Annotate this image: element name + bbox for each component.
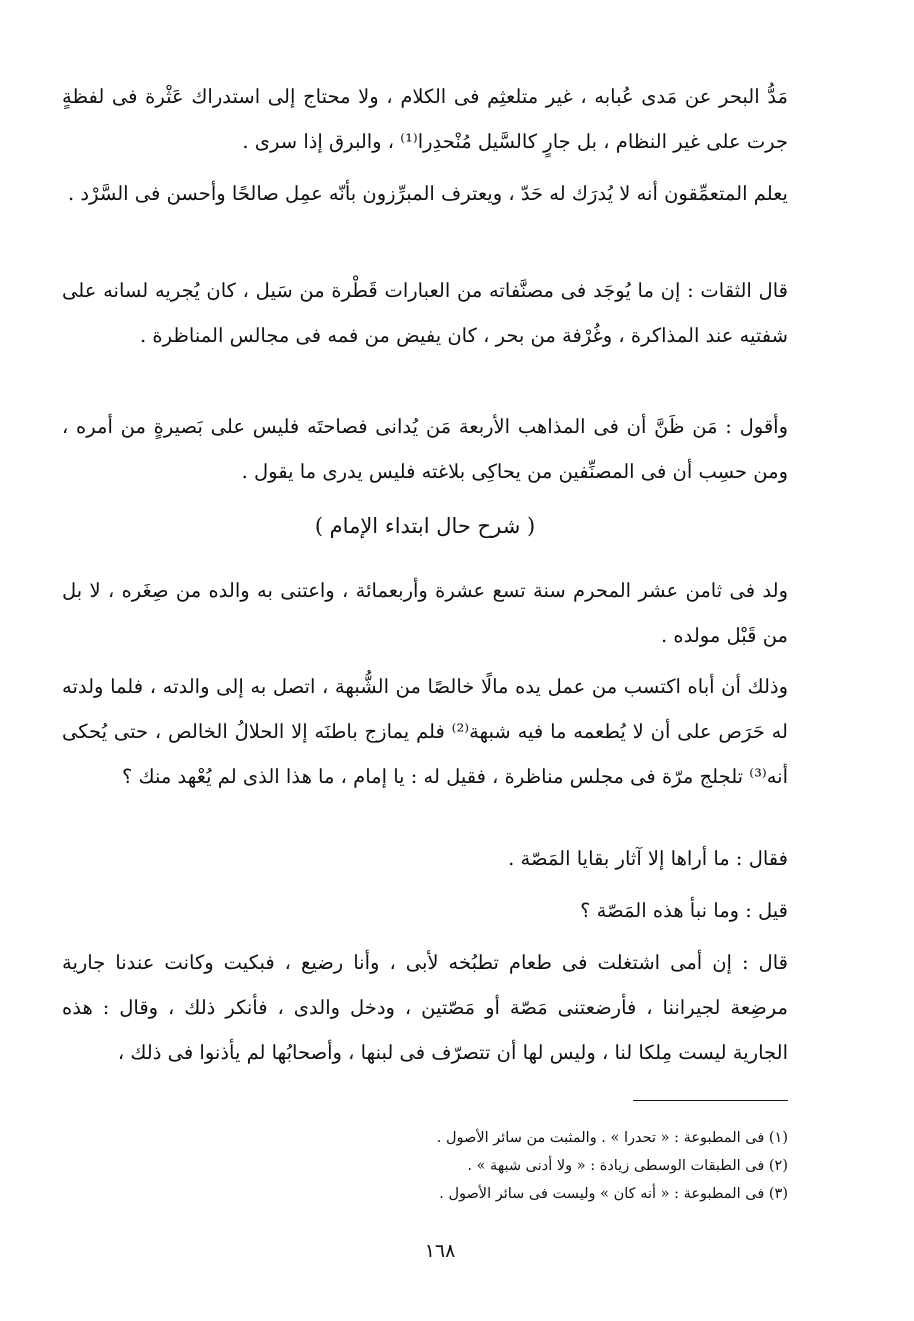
body-paragraph [62,268,788,358]
footnote: (٣) فى المطبوعة : « أنه كان » وليست فى سائر الأصول . [439,1186,788,1202]
paragraph-text: يعلم المتعمِّقون أنه لا يُدرَك له حَدّ ، ويعترف المبرِّزون بأنّه عمِل صالحًا وأحسن فى السَّرْد . [68,182,788,205]
body-paragraph [62,664,788,799]
paragraph-text: فقال : ما أراها إلا آثار بقايا المَصّة . [508,847,788,870]
footnote-divider [633,1100,788,1101]
paragraph-text: وذلك أن أباه اكتسب من عمل يده مالًا خالصًا من الشُّبهة ، اتصل به إلى والدته ، فلما ولدته له حَرَص على أن لا يُطعمه ما فيه شبهة⁽²⁾ فلم يمازج باطنَه إلا الحلالُ الخالص ، حتى يُحكى أنه⁽³⁾ تلجلج مرّة فى مجلس مناظرة ، فقيل له : يا إمام ، ما هذا الذى لم يُعْهد منك ؟ [62,675,788,788]
section-heading: ( شرح حال ابتداء الإمام ) [314,514,536,538]
body-paragraph [62,171,788,216]
footnote: (٢) فى الطبقات الوسطى زيادة : « ولا أدنى شبهة » . [467,1158,788,1174]
footnote: (١) فى المطبوعة : « تحدرا » . والمثبت من سائر الأصول . [436,1130,788,1146]
body-paragraph [62,404,788,494]
paragraph-text: وأقول : مَن ظَنَّ أن فى المذاهب الأربعة مَن يُدانى فصاحتَه فليس على بَصيرةٍ من أمره ، ومن حسِب أن فى المصنِّفين من يحاكِى بلاغته فليس يدرى ما يقول . [62,415,788,483]
paragraph-text: قال : إن أمى اشتغلت فى طعام تطبُخه لأبى ، وأنا رضيع ، فبكيت وكانت عندنا جارية مرضِعة لجيراننا ، فأرضعتنى مَصّة أو مَصّتين ، ودخل والدى ، فأنكر ذلك ، وقال : هذه الجارية ليست مِلكا لنا ، وليس لها أن تتصرّف فى لبنها ، وأصحابُها لم يأذنوا فى ذلك ، [62,951,788,1064]
footnotes [62,1124,788,1208]
paragraph-text: قال الثقات : إن ما يُوجَد فى مصنَّفاته من العبارات قَطْرة من سَيل ، كان يُجريه لسانه على شفتيه عند المذاكرة ، وغُرْفة من بحر ، كان يفيض من فمه فى مجالس المناظرة . [62,279,788,347]
page-number: ١٦٨ [424,1240,456,1262]
body-paragraph [62,940,788,1075]
body-paragraph [62,568,788,658]
paragraph-text: ولد فى ثامن عشر المحرم سنة تسع عشرة وأربعمائة ، واعتنى به والده من صِغَره ، لا بل من قَبْل مولده . [62,579,788,647]
body-paragraph [62,74,788,164]
body-paragraph [62,888,788,933]
body-paragraph [62,836,788,881]
paragraph-text: مَدُّ البحر عن مَدى عُبابه ، غير متلعثِم فى الكلام ، ولا محتاج إلى استدراك عَثْرة فى لفظةٍ جرت على غير النظام ، بل جارٍ كالسَّيل مُنْحدِرا⁽¹⁾ ، والبرق إذا سرى . [62,85,788,153]
paragraph-text: قيل : وما نبأ هذه المَصّة ؟ [580,899,788,922]
